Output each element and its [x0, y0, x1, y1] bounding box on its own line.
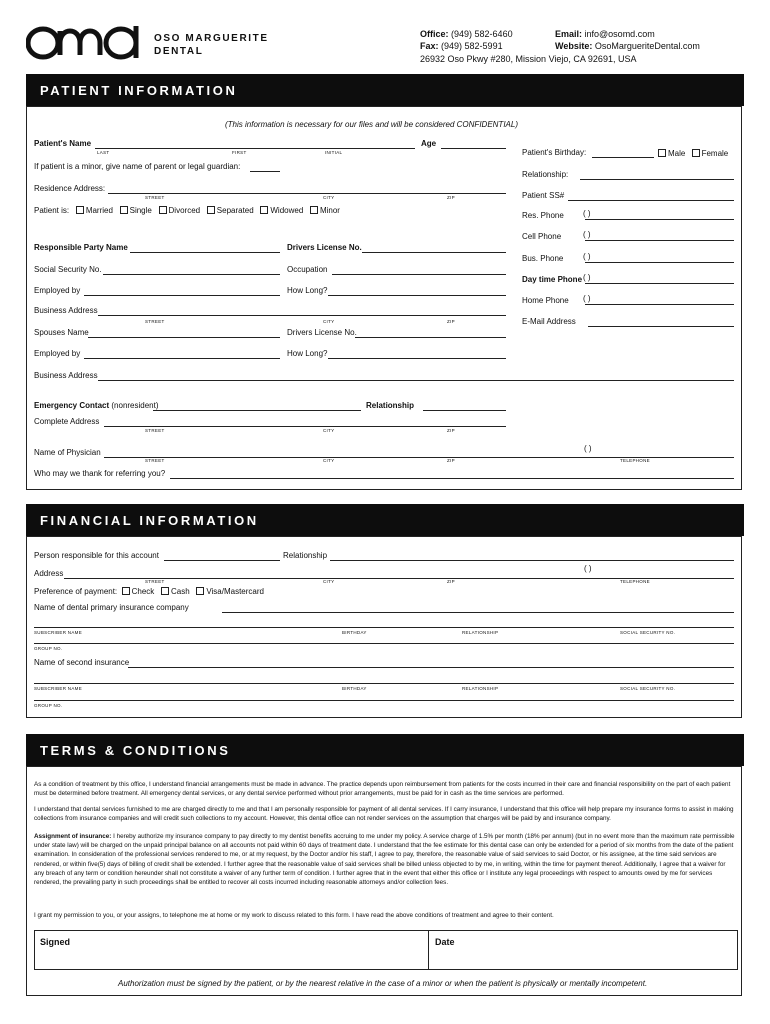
gender-options: [658, 149, 728, 158]
zip-caption: ZIP: [447, 579, 455, 584]
primary-subscriber-field[interactable]: [34, 627, 734, 628]
first-caption: FIRST: [232, 150, 247, 155]
street-caption: STREET: [145, 319, 165, 324]
signed-label: Signed: [40, 937, 71, 947]
checkbox-icon[interactable]: [159, 206, 167, 214]
second-subscriber-field[interactable]: [34, 683, 734, 684]
age-field[interactable]: [441, 148, 506, 149]
home-phone-field[interactable]: [585, 304, 734, 305]
birthday-field[interactable]: [592, 157, 654, 158]
marital-status-row: Patient is: Married Single Divorced Separated Widowed Minor: [34, 206, 340, 215]
residence-label: Residence Address:: [34, 184, 106, 193]
guardian-field[interactable]: [250, 171, 280, 172]
birthday-caption: BIRTHDAY: [342, 686, 367, 691]
checkbox-icon[interactable]: [310, 206, 318, 214]
initial-caption: INITIAL: [325, 150, 343, 155]
spouse-license-field[interactable]: [355, 337, 506, 338]
checkbox-icon[interactable]: [207, 206, 215, 214]
spouse-business-label: Business Address: [34, 371, 98, 380]
primary-group-field[interactable]: [34, 643, 734, 644]
physician-phone-paren: ( ): [584, 444, 592, 453]
relationship-label: Relationship:: [522, 170, 569, 179]
complete-address-label: Complete Address: [34, 417, 100, 426]
financial-relationship-field[interactable]: [330, 560, 734, 561]
spouse-business-field[interactable]: [98, 380, 734, 381]
cell-phone-label: Cell Phone: [522, 232, 562, 241]
guardian-label: If patient is a minor, give name of parent or legal guardian:: [34, 162, 241, 171]
zip-caption: ZIP: [447, 428, 455, 433]
primary-insurance-field[interactable]: [222, 612, 734, 613]
referral-field[interactable]: [170, 478, 734, 479]
ssn-label: Patient SS#: [522, 191, 565, 200]
spouses-name-label: Spouses Name: [34, 328, 89, 337]
patient-name-label: Patient's Name: [34, 139, 92, 148]
spouse-employed-field[interactable]: [84, 358, 280, 359]
terms-paragraph-4: I grant my permission to you, or your assigns, to telephone me at home or my work to discuss related to this form. I have read the above conditions of treatment and agree to their content.: [34, 912, 554, 919]
relationship-field[interactable]: [580, 179, 734, 180]
brand-name-line2: DENTAL: [154, 46, 204, 57]
primary-insurance-label: Name of dental primary insurance company: [34, 603, 189, 612]
status-minor[interactable]: Minor: [310, 206, 340, 215]
second-group-field[interactable]: [34, 700, 734, 701]
email-contact: Email: info@osomd.com: [555, 29, 655, 39]
bus-phone-label: Bus. Phone: [522, 254, 564, 263]
city-caption: CITY: [323, 458, 335, 463]
last-caption: LAST: [97, 150, 110, 155]
terms-header: TERMS & CONDITIONS: [26, 734, 744, 766]
payment-check[interactable]: Check: [122, 587, 155, 596]
subscriber-caption: SUBSCRIBER NAME: [34, 686, 83, 691]
day-phone-label: Day time Phone: [522, 275, 583, 284]
city-caption: CITY: [323, 579, 335, 584]
spouses-name-field[interactable]: [88, 337, 280, 338]
checkbox-icon[interactable]: [196, 587, 204, 595]
city-caption: CITY: [323, 319, 335, 324]
email-field[interactable]: [588, 326, 734, 327]
status-single[interactable]: Single: [120, 206, 152, 215]
responsible-party-field[interactable]: [130, 252, 280, 253]
terms-paragraph-3: Assignment of insurance: I hereby authorize my insurance company to pay directly to my dentist benefits accruing to me under my policy. A service charge of 1.5% per month (18% per annum) (but in no event more than the maximum rate permissible under state law) will be charged on the unpaid principal balance on all accounts not paid within 60 days of treatment date. I understand that the fee estimate for this dental case can only be extended for a period of six months from the date of the patient examination. In consideration of the professional services rendered to me, or at my request, by the Doctor and/or his staff, I agree to pay, therefore, the reasonable value of said services to said Doctor, or his assignee, at the time said services are rendered, or within five(5) days of billing of credit shall be extended. I further agree that the reasonable value of said services shall be billed unless objected to by me, in writing, within the time for payment thereof. Additionally, I agree that a waiver for any breach of any term or condition hereunder shall not constitute a waiver of any further term of condition. I further agree that in the event that either this office or I institute any legal proceedings with respect to amounts owed by me for services rendered, the prevailing party in such proceedings shall be entitled to recover all costs incurred including reasonable attorneys and/or collection fees.: [34, 833, 735, 887]
confidential-note: (This information is necessary for our files and will be considered CONFIDENTIAL): [225, 120, 518, 129]
checkbox-icon[interactable]: [658, 149, 666, 157]
financial-relationship-label: Relationship: [283, 551, 328, 560]
res-phone-field[interactable]: [585, 219, 734, 220]
day-phone-field[interactable]: [585, 283, 734, 284]
drivers-license-field[interactable]: [362, 252, 506, 253]
status-divorced[interactable]: Divorced: [159, 206, 201, 215]
day-phone-paren: ( ): [583, 273, 591, 282]
occupation-label: Occupation: [287, 265, 328, 274]
payment-cash[interactable]: Cash: [161, 587, 190, 596]
home-phone-paren: ( ): [583, 294, 591, 303]
street-caption: STREET: [145, 195, 165, 200]
logo: [26, 22, 144, 64]
drivers-license-label: Drivers License No.: [287, 243, 362, 252]
group-caption: GROUP NO.: [34, 703, 63, 708]
signature-divider: [428, 930, 429, 970]
website: Website: OsoMargueriteDental.com: [555, 41, 700, 51]
referral-label: Who may we thank for referring you?: [34, 469, 166, 478]
employed-by-field[interactable]: [84, 295, 280, 296]
status-widowed[interactable]: Widowed: [260, 206, 303, 215]
relationship-caption: RELATIONSHIP: [462, 630, 499, 635]
status-married[interactable]: Married: [76, 206, 113, 215]
financial-address-label: Address: [34, 569, 64, 578]
checkbox-icon[interactable]: [692, 149, 700, 157]
gender-male[interactable]: Male: [658, 149, 685, 158]
emergency-contact-label: Emergency Contact (nonresident): [34, 401, 159, 410]
checkbox-icon[interactable]: [161, 587, 169, 595]
physician-label: Name of Physician: [34, 448, 101, 457]
relationship-caption: RELATIONSHIP: [462, 686, 499, 691]
patient-name-field[interactable]: [95, 148, 415, 149]
zip-caption: ZIP: [447, 195, 455, 200]
checkbox-icon[interactable]: [120, 206, 128, 214]
logo-mark-icon: [26, 22, 144, 64]
gender-female[interactable]: Female: [692, 149, 729, 158]
cell-phone-paren: ( ): [583, 230, 591, 239]
financial-info-header: FINANCIAL INFORMATION: [26, 504, 744, 536]
status-separated[interactable]: Separated: [207, 206, 254, 215]
office-phone: Office: (949) 582-6460: [420, 29, 513, 39]
payment-preference-row: Preference of payment: Check Cash Visa/Mastercard: [34, 587, 264, 596]
patient-info-header: PATIENT INFORMATION: [26, 74, 744, 106]
terms-paragraph-1: As a condition of treatment by this office, I understand financial arrangements must be made in advance. The practice depends upon reimbursement from patients for the costs incurred in their care and financial responsibility on the part of each patient must be determined before treatment. All emergency dental services, or any dental service performed without prior arrangements, must be paid for in cash as the time services are performed.: [34, 781, 731, 798]
date-label: Date: [435, 937, 455, 947]
financial-phone-paren: ( ): [584, 564, 592, 573]
bus-phone-field[interactable]: [585, 262, 734, 263]
ssn-caption: SOCIAL SECURITY NO.: [620, 630, 676, 635]
payment-visa[interactable]: Visa/Mastercard: [196, 587, 264, 596]
zip-caption: ZIP: [447, 319, 455, 324]
employed-by-label: Employed by: [34, 286, 81, 295]
spouse-license-label: Drivers License No.: [287, 328, 357, 337]
res-phone-label: Res. Phone: [522, 211, 564, 220]
birthday-label: Patient's Birthday:: [522, 148, 587, 157]
how-long-label: How Long?: [287, 286, 328, 295]
business-address-label: Business Address: [34, 306, 98, 315]
residence-field[interactable]: [108, 193, 506, 194]
terms-paragraph-2: I understand that dental services furnished to me are charged directly to me and that I am personally responsible for payment of all dental services. If I carry insurance, I understand that this office will help prepare my insurance forms to assist in making collections from insurance companies and will credit such collections to my account. However, this dental office can not render services on the assumption that charges will be paid by and insurance company.: [34, 806, 734, 823]
street-caption: STREET: [145, 428, 165, 433]
emergency-relationship-field[interactable]: [423, 410, 506, 411]
complete-address-field[interactable]: [104, 426, 506, 427]
zip-caption: ZIP: [447, 458, 455, 463]
account-person-field[interactable]: [164, 560, 280, 561]
checkbox-icon[interactable]: [122, 587, 130, 595]
age-label: Age: [421, 139, 437, 148]
authorization-note: Authorization must be signed by the patient, or by the nearest relative in the case of a minor or when the patient is physically or mentally incompetent.: [118, 979, 648, 988]
bus-phone-paren: ( ): [583, 252, 591, 261]
spouse-how-long-label: How Long?: [287, 349, 328, 358]
emergency-relationship-label: Relationship: [366, 401, 415, 410]
street-caption: STREET: [145, 458, 165, 463]
second-insurance-label: Name of second insurance: [34, 658, 130, 667]
brand-name-line1: OSO MARGUERITE: [154, 33, 269, 44]
occupation-field[interactable]: [332, 274, 506, 275]
checkbox-icon[interactable]: [76, 206, 84, 214]
emergency-contact-field[interactable]: [153, 410, 361, 411]
birthday-caption: BIRTHDAY: [342, 630, 367, 635]
business-address-field[interactable]: [98, 315, 506, 316]
home-phone-label: Home Phone: [522, 296, 569, 305]
office-address: 26932 Oso Pkwy #280, Mission Viejo, CA 92691, USA: [420, 54, 637, 64]
ssn-field[interactable]: [568, 200, 734, 201]
subscriber-caption: SUBSCRIBER NAME: [34, 630, 83, 635]
spouse-employed-label: Employed by: [34, 349, 81, 358]
email-label: E-Mail Address: [522, 317, 576, 326]
second-insurance-field[interactable]: [128, 667, 734, 668]
telephone-caption: TELEPHONE: [620, 579, 650, 584]
how-long-field[interactable]: [328, 295, 506, 296]
group-caption: GROUP NO.: [34, 646, 63, 651]
cell-phone-field[interactable]: [585, 240, 734, 241]
telephone-caption: TELEPHONE: [620, 458, 650, 463]
signature-box[interactable]: [34, 930, 738, 970]
social-security-field[interactable]: [103, 274, 280, 275]
street-caption: STREET: [145, 579, 165, 584]
checkbox-icon[interactable]: [260, 206, 268, 214]
fax-number: Fax: (949) 582-5991: [420, 41, 503, 51]
city-caption: CITY: [323, 428, 335, 433]
spouse-how-long-field[interactable]: [328, 358, 506, 359]
city-caption: CITY: [323, 195, 335, 200]
account-person-label: Person responsible for this account: [34, 551, 159, 560]
ssn-caption: SOCIAL SECURITY NO.: [620, 686, 676, 691]
social-security-label: Social Security No.: [34, 265, 102, 274]
responsible-party-label: Responsible Party Name: [34, 243, 128, 252]
res-phone-paren: ( ): [583, 209, 591, 218]
